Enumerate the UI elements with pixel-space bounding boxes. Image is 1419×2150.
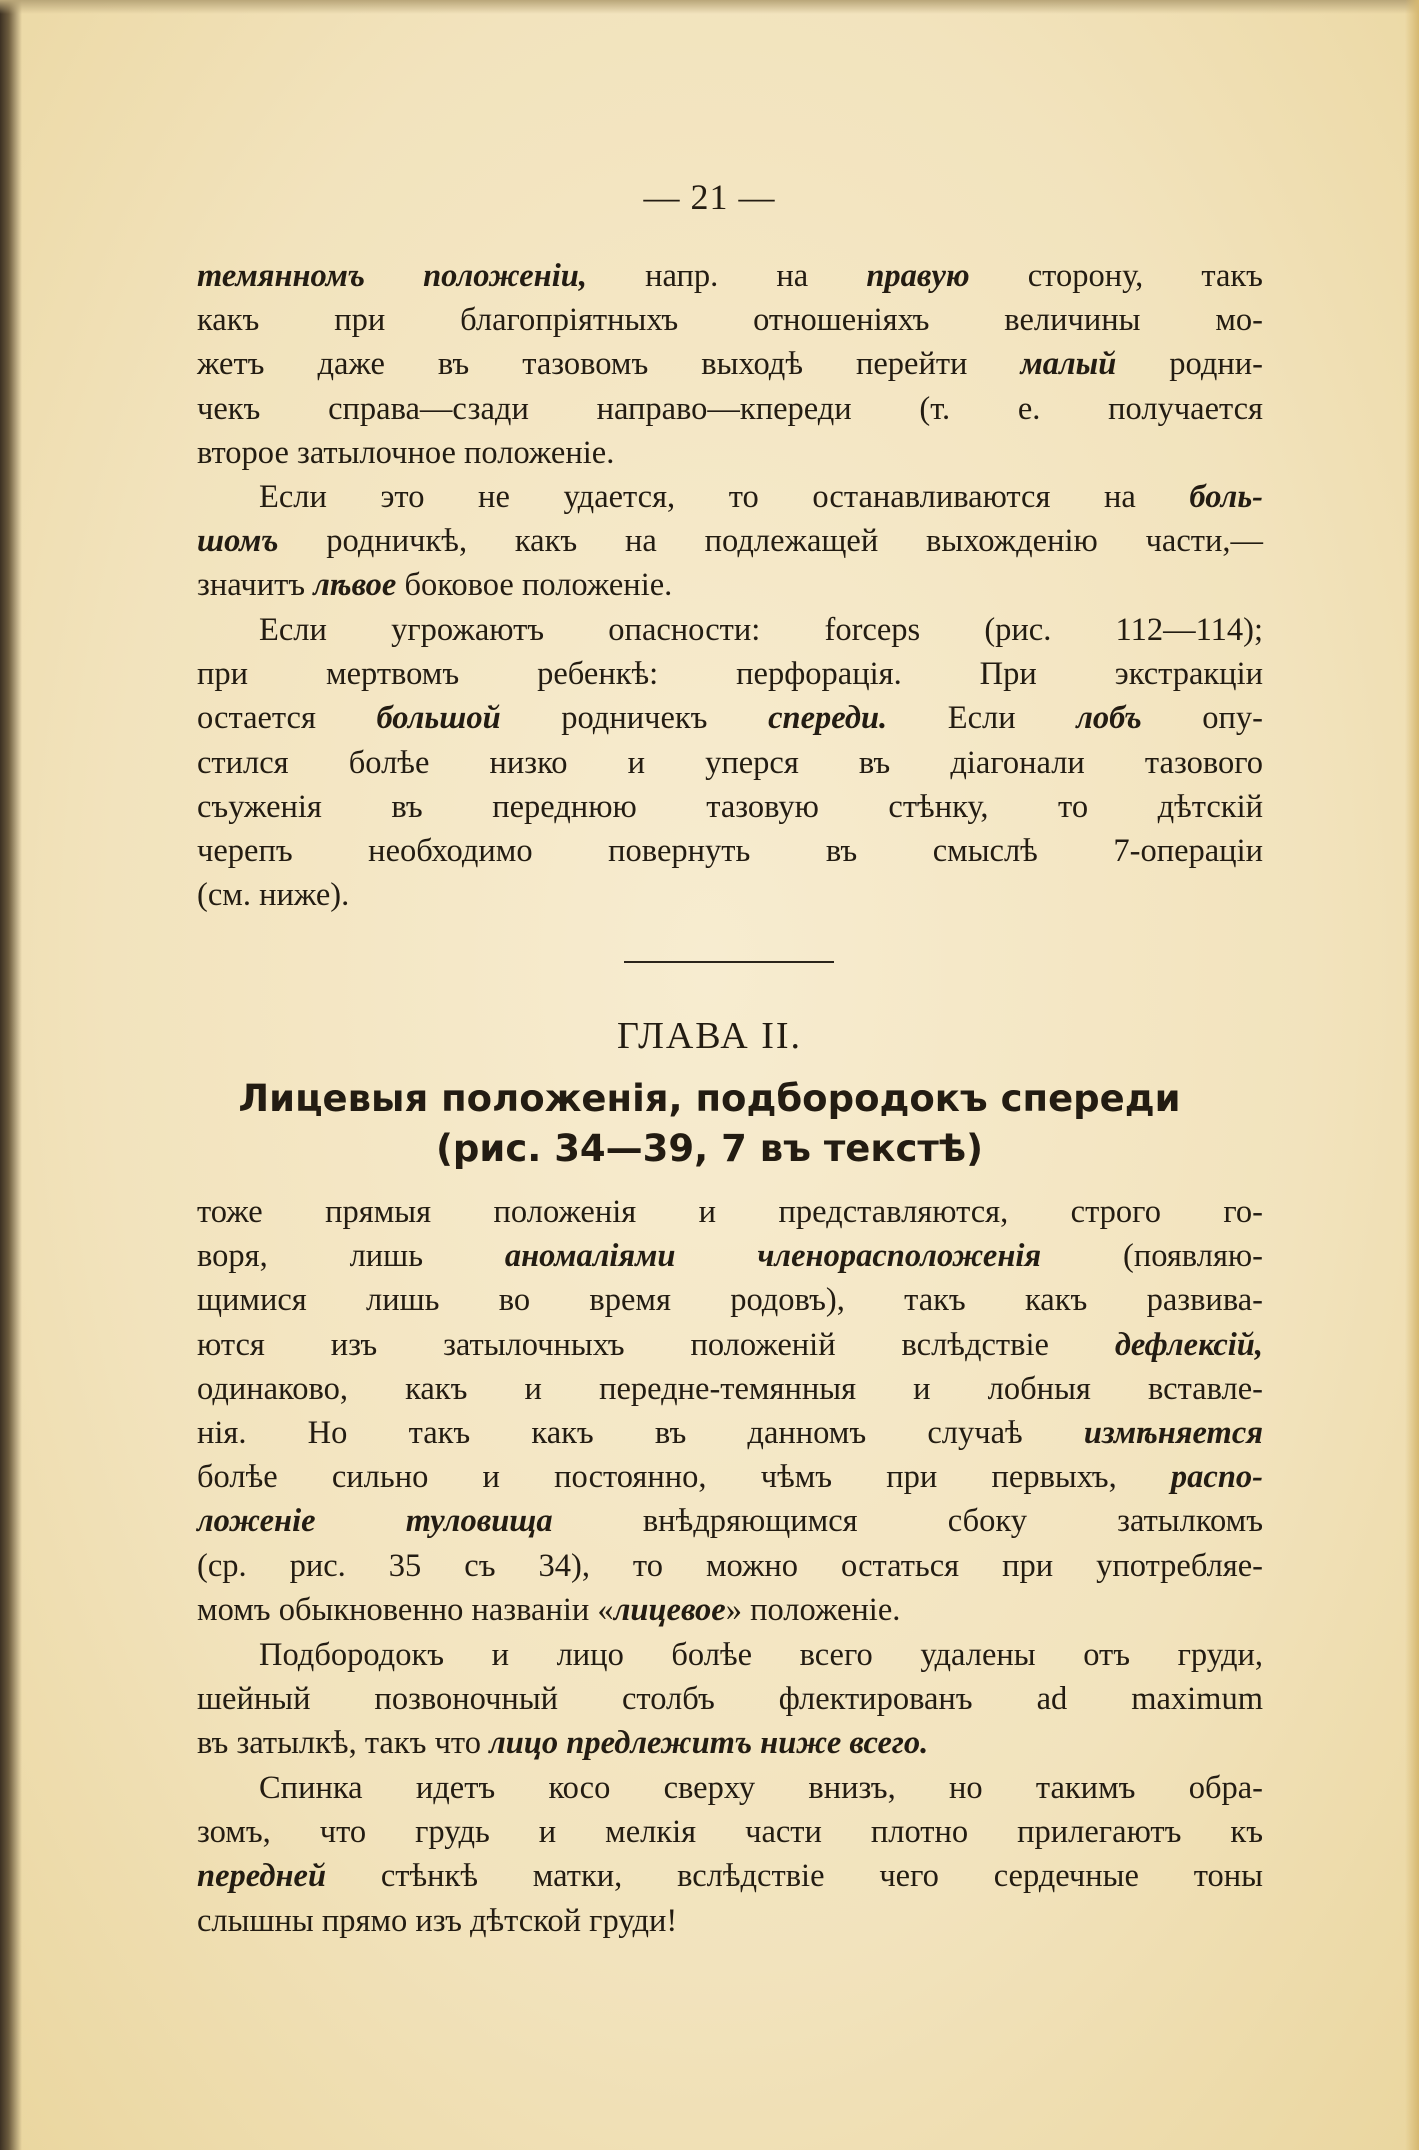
italic-text: распо- [1170,1459,1263,1496]
text-line [197,1234,1263,1278]
text: Если это не удается, то останавливаются на [259,479,1190,515]
text-line [197,1455,1263,1499]
text-line [197,342,1263,386]
text-line [197,1499,1263,1543]
italic-text: большой [376,700,501,737]
paragraph-2 [197,475,1263,608]
paragraph-4 [197,1190,1263,1632]
text: Если [887,700,1077,737]
text-line [197,1411,1263,1455]
italic-text: малый [1020,346,1117,383]
chapter-heading [0,1074,1419,1174]
text: воря, лишь [197,1238,505,1275]
italic-text: лицо предлежитъ ниже всего. [489,1725,929,1762]
paragraph-6 [197,1766,1263,1943]
text: ются изъ затылочныхъ положеній вслѣдствіе [197,1326,1115,1363]
text-line [197,519,1263,563]
text: нія. Но такъ какъ въ данномъ случаѣ [197,1415,1084,1452]
text-line: Подбородокъ и лицо болѣе всего удалены отъ груди, [259,1637,1263,1673]
text-line: тоже прямыя положенія и представляются, строго го- [197,1194,1263,1230]
text-line: (см. ниже). [197,877,350,914]
section-divider [624,961,834,963]
italic-text: темянномъ положеніи, [197,258,587,294]
text-line [197,1854,1263,1898]
text-line: шейный позвоночный столбъ флектированъ ad maximum [197,1681,1263,1718]
text: напр. на [586,258,867,294]
text: стѣнкѣ матки, вслѣдствіе чего сердечные тоны [326,1858,1263,1895]
text-line [197,254,1263,298]
text-line: съуженія въ переднюю тазовую стѣнку, то дѣтскій [197,788,1263,825]
italic-text: лицевое [613,1591,726,1628]
text: боковое положеніе. [396,567,673,604]
text-line: (ср. рис. 35 съ 34), то можно остаться при употребляе- [197,1547,1263,1584]
text: » положеніе. [725,1591,901,1628]
text-line [197,563,1263,607]
italic-text: аномаліями членорасположенія [504,1238,1042,1275]
text: сторону, такъ [969,258,1263,294]
italic-text: лобъ [1076,700,1142,737]
italic-text: правую [866,258,970,294]
heading-line-2: (рис. 34—39, 7 въ текстѣ) [436,1127,983,1170]
italic-text: боль- [1189,479,1263,515]
italic-text: дефлексій, [1114,1326,1263,1363]
text: болѣе сильно и постоянно, чѣмъ при первыхъ, [197,1459,1171,1496]
paragraph-1 [197,254,1263,475]
text-line: при мертвомъ ребенкѣ: перфорація. При экстракціи [197,656,1263,693]
heading-line-1: Лицевыя положенія, подбородокъ спереди [238,1077,1181,1120]
text: жетъ даже въ тазовомъ выходѣ перейти [197,346,1021,383]
text: момъ обыкновенно названіи « [197,1591,614,1628]
text-line [197,475,1263,519]
italic-text: измѣняется [1083,1415,1263,1452]
text: родничкѣ, какъ на подлежащей выхожденію части,— [278,523,1263,560]
text-line: черепъ необходимо повернуть въ смыслѣ 7-операціи [197,833,1263,870]
text: родничекъ [500,700,769,737]
text-line: Если угрожаютъ опасности: forceps (рис. 112—114); [259,612,1263,648]
text: внѣдряющимся сбоку затылкомъ [552,1503,1264,1540]
text-line: Спинка идетъ косо сверху внизъ, но такимъ обра- [259,1770,1263,1806]
text: остается [197,700,377,737]
italic-text: передней [197,1858,327,1895]
italic-text: шомъ [197,523,279,560]
italic-text: спереди. [768,700,888,737]
italic-text: лѣвое [313,567,397,604]
text-line: слышны прямо изъ дѣтской груди! [197,1902,678,1939]
text: значитъ [197,567,314,604]
text-line: щимися лишь во время родовъ), такъ какъ развива- [197,1282,1263,1319]
text: (появляю- [1041,1238,1263,1275]
text-line: стился болѣе низко и уперся въ діагонали тазового [197,744,1263,781]
text-line: одинаково, какъ и передне-темянныя и лобныя вставле- [197,1370,1263,1407]
text: родни- [1116,346,1263,383]
text-line: второе затылочное положеніе. [197,434,615,471]
text-line [197,1721,1263,1765]
text-line: зомъ, что грудь и мелкія части плотно прилегаютъ къ [197,1814,1263,1851]
page-number: — 21 — [643,177,776,217]
page-top-edge [0,0,1419,14]
text-line [197,696,1263,740]
text-line: чекъ справа—сзади направо—кпереди (т. е. получается [197,390,1263,427]
text: опу- [1141,700,1263,737]
text-line [197,1323,1263,1367]
paragraph-3 [197,608,1263,917]
paragraph-5 [197,1633,1263,1766]
italic-text: ложеніе туловища [197,1503,553,1540]
text-line: какъ при благопріятныхъ отношеніяхъ величины мо- [197,302,1263,339]
text: въ затылкѣ, такъ что [197,1725,490,1762]
text-line [197,1588,1263,1632]
chapter-label: ГЛАВА II. [616,1015,803,1057]
